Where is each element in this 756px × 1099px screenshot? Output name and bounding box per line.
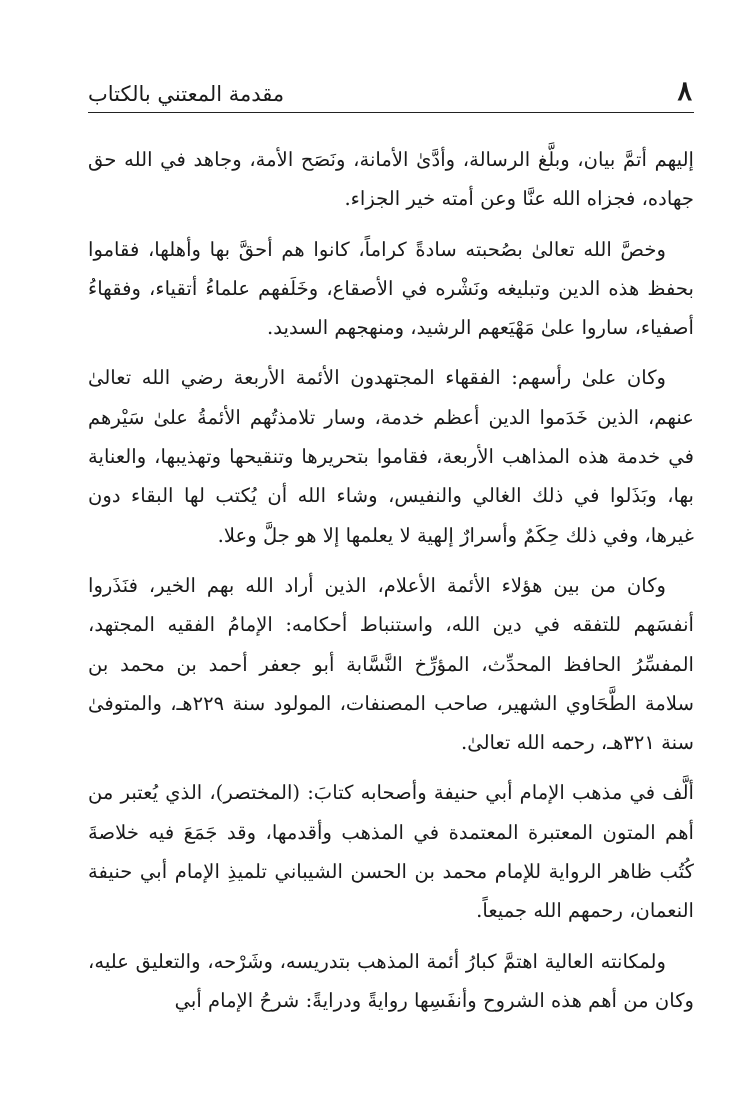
running-header-title: مقدمة المعتني بالكتاب (88, 82, 285, 106)
book-page (88, 78, 694, 1078)
paragraph-continuation: إليهم أتمَّ بيان، وبلَّغ الرسالة، وأدَّىٰ الأمانة، ونَصَح الأمة، وجاهد في الله حق جهاده، فجزاه الله عنَّا وعن أمته خير الجزاء. (88, 148, 694, 211)
page-header (88, 78, 694, 113)
paragraph-tahawi: وكان من بين هؤلاء الأئمة الأعلام، الذين أراد الله بهم الخير، فنَذَروا أنفسَهم للتفقه في دين الله، واستنباط أحكامه: الإمامُ الفقيه المجتهد، المفسِّرُ الحافظ المحدِّث، المؤرِّخ النَّسَّابة أبو جعفر أحمد بن محمد بن سلامة الطَّحَاوي الشهير، صاحب المصنفات، المولود سنة ٢٢٩هـ، والمتوفىٰ سنة ٣٢١هـ، رحمه الله تعالىٰ. (88, 573, 694, 755)
page-body (88, 140, 694, 1031)
page-number: ٨ (677, 76, 692, 107)
paragraph-commentaries: ولمكانته العالية اهتمَّ كبارُ أئمة المذهب بتدريسه، وشَرْحه، والتعليق عليه، وكان من أهم هذه الشروح وأنفَسِها روايةً ودرايةً: شرحُ الإمام أبي (88, 949, 694, 1012)
paragraph-four-imams: وكان علىٰ رأسهم: الفقهاء المجتهدون الأئمة الأربعة رضي الله تعالىٰ عنهم، الذين خَدَموا الدين أعظم خدمة، وسار تلامذتُهم الأئمةُ علىٰ سَيْرهم في خدمة هذه المذاهب الأربعة، فقاموا بتحريرها وتنقيحها وتهذيبها، والعناية بها، وبَذَلوا في ذلك الغالي والنفيس، وشاء الله أن يُكتب لها البقاء دون غيرها، وفي ذلك حِكَمٌ وأسرارٌ إلهية لا يعلمها إلا هو جلَّ وعلا. (88, 366, 694, 547)
paragraph-companions: وخصَّ الله تعالىٰ بصُحبته سادةً كراماً، كانوا هم أحقَّ بها وأهلها، فقاموا بحفظ هذه الدين وتبليغه ونَشْره في الأصقاع، وخَلَفهم علماءُ أتقياء، وفقهاءُ أصفياء، ساروا علىٰ مَهْيَعهم الرشيد، ومنهجهم السديد. (88, 237, 694, 340)
paragraph-mukhtasar: ألَّف في مذهب الإمام أبي حنيفة وأصحابه كتابَ: (المختصر)، الذي يُعتبر من أهم المتون المعتبرة المعتمدة في المذهب وأقدمها، وقد جَمَعَ فيه خلاصةَ كُتُب ظاهر الرواية للإمام محمد بن الحسن الشيباني تلميذِ الإمام أبي حنيفة النعمان، رحمهم الله جميعاً. (88, 781, 694, 923)
